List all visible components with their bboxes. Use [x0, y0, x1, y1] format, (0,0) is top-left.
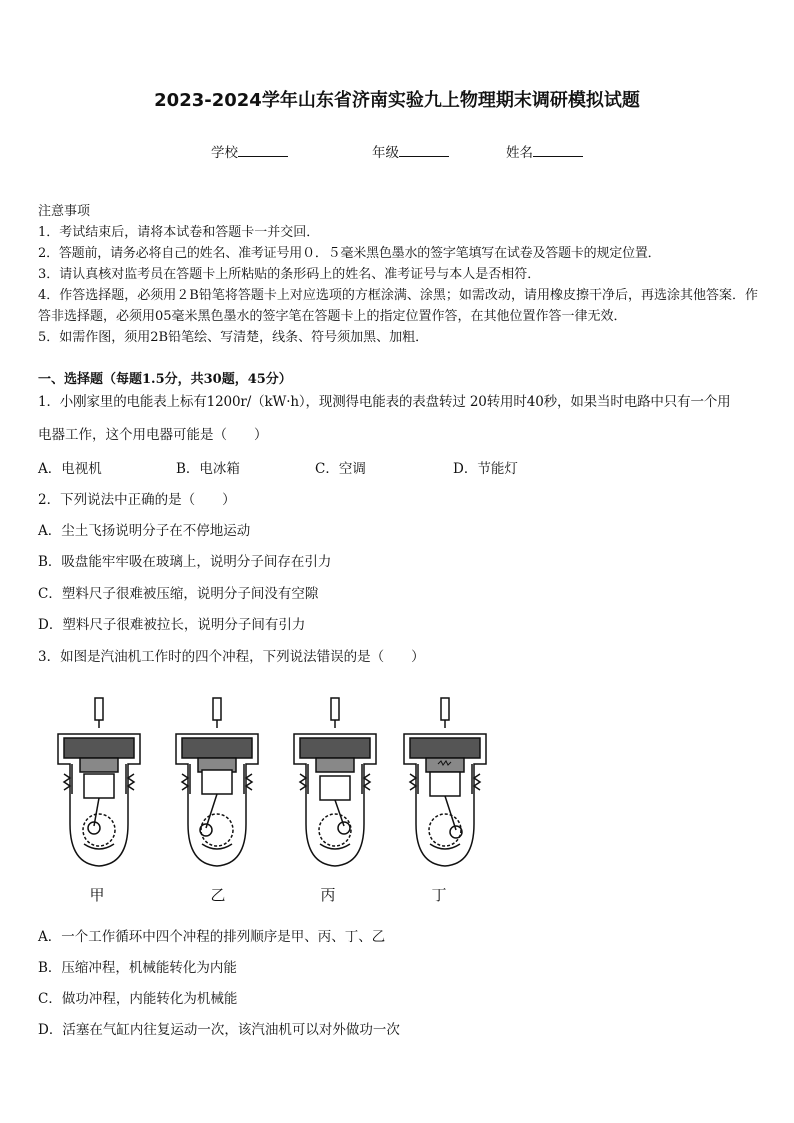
q3-option-a: A．一个工作循环中四个冲程的排列顺序是甲、丙、丁、乙	[38, 929, 386, 945]
notice-item: 2．答题前，请务必将自己的姓名、准考证号用０．５毫米黑色墨水的签字笔填写在试卷及答题卡的规定位置．	[38, 246, 661, 261]
name-blank	[533, 142, 583, 157]
notice-block	[38, 201, 758, 348]
section-heading: 一、选择题（每题1.5分，共30题，45分）	[38, 372, 292, 387]
q1-option-b: B．电冰箱	[176, 461, 240, 477]
notice-item: 4．作答选择题，必须用２B铅笔将答题卡上对应选项的方框涂满、涂黑；如需改动，请用橡皮擦干净后，再选涂其他答案．作答非选择题，必须用05毫米黑色墨水的签字笔在答题卡上的指定位置作答，在其他位置作答一律无效．	[38, 288, 758, 324]
name-field	[506, 141, 583, 161]
engine-diagram-yi	[168, 694, 268, 874]
engine-diagram-ding	[396, 694, 496, 874]
figure-label-jia: 甲	[89, 886, 105, 904]
q3-option-c: C．做功冲程，内能转化为机械能	[38, 991, 238, 1007]
q1-option-c: C．空调	[315, 461, 366, 477]
grade-blank	[399, 142, 449, 157]
grade-field	[372, 141, 449, 161]
notice-item: 1．考试结束后，请将本试卷和答题卡一并交回．	[38, 225, 320, 240]
q2-option-a: A．尘土飞扬说明分子在不停地运动	[38, 523, 251, 539]
notice-item: 3．请认真核对监考员在答题卡上所粘贴的条形码上的姓名、准考证号与本人是否相符．	[38, 267, 541, 282]
q1-option-d: D．节能灯	[453, 461, 518, 477]
engine-diagram-jia	[50, 694, 150, 874]
q2-stem: 2．下列说法中正确的是（ ）	[38, 492, 236, 508]
q2-option-b: B．吸盘能牢牢吸在玻璃上，说明分子间存在引力	[38, 554, 332, 570]
school-label: 学校	[211, 145, 238, 161]
q2-option-c: C．塑料尺子很难被压缩，说明分子间没有空隙	[38, 586, 319, 602]
q1-stem-line1: 1．小刚家里的电能表上标有1200r/（kW·h），现测得电能表的表盘转过 20转用时40秒，如果当时电路中只有一个用	[38, 394, 731, 410]
notice-item: 5．如需作图，须用2B铅笔绘、写清楚，线条、符号须加黑、加粗．	[38, 330, 429, 345]
figure-label-bing: 丙	[320, 886, 336, 904]
q1-stem-line2: 电器工作，这个用电器可能是（ ）	[38, 427, 268, 443]
q3-option-b: B．压缩冲程，机械能转化为内能	[38, 960, 237, 976]
school-blank	[238, 142, 288, 157]
q3-stem: 3．如图是汽油机工作时的四个冲程，下列说法错误的是（ ）	[38, 649, 425, 665]
q3-option-d: D．活塞在气缸内往复运动一次，该汽油机可以对外做功一次	[38, 1022, 400, 1038]
name-label: 姓名	[506, 145, 533, 161]
exam-title: 2023-2024学年山东省济南实验九上物理期末调研模拟试题	[154, 90, 640, 111]
grade-label: 年级	[372, 145, 399, 161]
q2-option-d: D．塑料尺子很难被拉长，说明分子间有引力	[38, 617, 306, 633]
q1-option-a: A．电视机	[38, 461, 102, 477]
figure-label-yi: 乙	[210, 886, 226, 904]
engine-diagram-bing	[286, 694, 386, 874]
figure-label-ding: 丁	[431, 886, 447, 904]
school-field	[211, 141, 288, 161]
notice-heading: 注意事项	[38, 204, 91, 219]
